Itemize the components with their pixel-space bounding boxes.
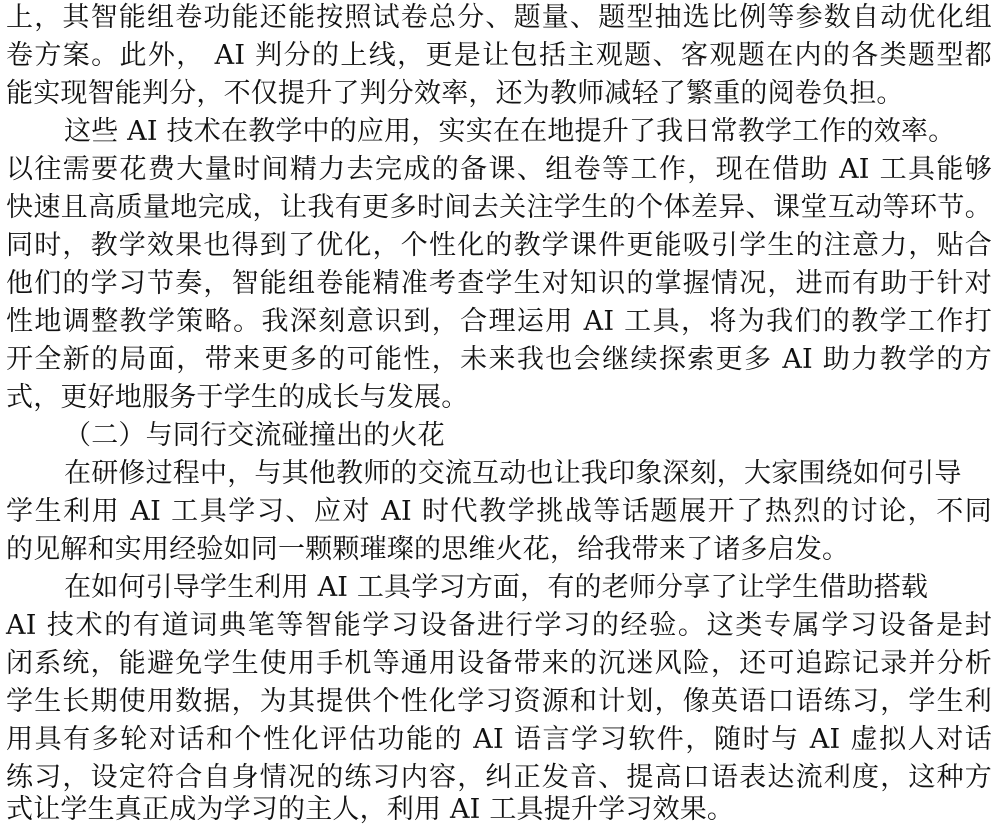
paragraph-first-line: 这些 AI 技术在教学中的应用，实实在在地提升了我日常教学工作的效率。 <box>64 116 956 147</box>
text-line: 快速且高质量地完成，让我有更多时间去关注学生的个体差异、课堂互动等环节。 <box>6 192 992 223</box>
text-line: 的见解和实用经验如同一颗颗璀璨的思维火花，给我带来了诸多启发。 <box>6 534 850 565</box>
paragraph-first-line: 在研修过程中，与其他教师的交流互动也让我印象深刻，大家围绕如何引导 <box>64 458 962 489</box>
text-line: 用具有多轮对话和个性化评估功能的 AI 语言学习软件，随时与 AI 虚拟人对话 <box>6 724 992 755</box>
text-line: 上，其智能组卷功能还能按照试卷总分、题量、题型抽选比例等参数自动优化组 <box>6 2 992 33</box>
text-line: 式让学生真正成为学习的主人，利用 AI 工具提升学习效果。 <box>6 794 735 825</box>
paragraph-first-line: 在如何引导学生利用 AI 工具学习方面，有的老师分享了让学生借助搭载 <box>64 572 929 603</box>
text-line: 他们的学习节奏，智能组卷能精准考查学生对知识的掌握情况，进而有助于针对 <box>6 268 992 299</box>
text-line: 以往需要花费大量时间精力去完成的备课、组卷等工作，现在借助 AI 工具能够 <box>6 154 992 185</box>
text-line: 学生利用 AI 工具学习、应对 AI 时代教学挑战等话题展开了热烈的讨论，不同 <box>6 496 992 527</box>
text-line: AI 技术的有道词典笔等智能学习设备进行学习的经验。这类专属学习设备是封 <box>6 610 992 641</box>
section-heading: （二）与同行交流碰撞出的火花 <box>64 420 445 451</box>
text-line: 性地调整教学策略。我深刻意识到，合理运用 AI 工具，将为我们的教学工作打 <box>6 306 992 337</box>
text-line: 式，更好地服务于学生的成长与发展。 <box>6 382 469 413</box>
text-line: 卷方案。此外， AI 判分的上线，更是让包括主观题、客观题在内的各类题型都 <box>6 40 992 71</box>
text-line: 同时，教学效果也得到了优化，个性化的教学课件更能吸引学生的注意力，贴合 <box>6 230 992 261</box>
text-line: 开全新的局面，带来更多的可能性，未来我也会继续探索更多 AI 助力教学的方 <box>6 344 992 375</box>
text-line: 练习，设定符合自身情况的练习内容，纠正发音、提高口语表达流利度，这种方 <box>6 762 992 793</box>
text-line: 学生长期使用数据，为其提供个性化学习资源和计划，像英语口语练习，学生利 <box>6 686 992 717</box>
text-line: 闭系统，能避免学生使用手机等通用设备带来的沉迷风险，还可追踪记录并分析 <box>6 648 992 679</box>
text-line: 能实现智能判分，不仅提升了判分效率，还为教师减轻了繁重的阅卷负担。 <box>6 78 904 109</box>
